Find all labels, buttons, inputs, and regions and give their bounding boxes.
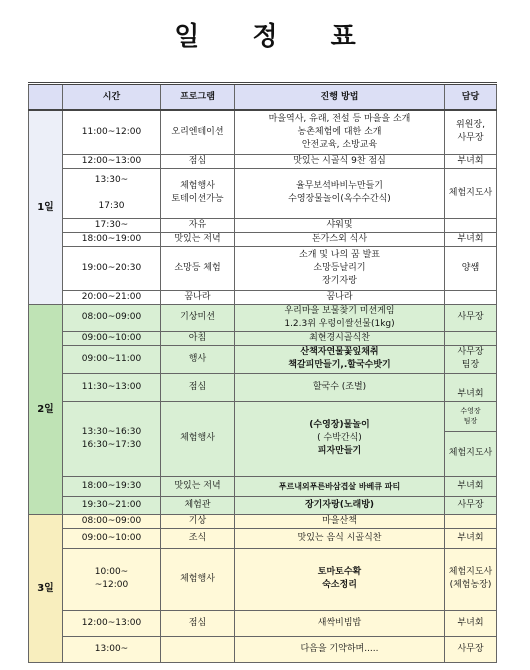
program-cell: 맛있는 저녁 (161, 476, 235, 496)
program-cell: 행사 (161, 345, 235, 373)
time-cell: 12:00~13:00 (63, 154, 161, 168)
time-cell: 10:00~ ~12:00 (63, 548, 161, 610)
program-cell: 맛있는 저녁 (161, 232, 235, 246)
staff-cell: 사무장 (445, 304, 497, 331)
method-cell (235, 401, 445, 476)
table-row (29, 345, 497, 373)
staff-cell: 부녀회 (445, 476, 497, 496)
time-cell: 19:30~21:00 (63, 496, 161, 514)
table-row (29, 401, 497, 431)
program-cell: 자유 (161, 218, 235, 232)
time-cell: 13:30~ 17:30 (63, 168, 161, 218)
method-line: 책갈피만들기,.할국수밧기 (288, 360, 391, 370)
method-line: 소망등날리기 (313, 262, 366, 273)
table-row (29, 246, 497, 290)
table-row (29, 476, 497, 496)
method-line: ( 수박간식) (317, 433, 362, 443)
staff-cell: 사무장 (445, 636, 497, 662)
staff-cell: 체험지도사 (체험농장) (445, 548, 497, 610)
program-cell: 체험행사 (161, 548, 235, 610)
method-cell: 맛있는 음식 시골식찬 (235, 528, 445, 548)
method-line: 1.2.3위 우렁이쌀선물(1kg) (284, 318, 395, 329)
table-row (29, 496, 497, 514)
method-line: 숙소정리 (322, 580, 357, 590)
header-row (29, 84, 497, 111)
staff-cell: 부녀회 (445, 528, 497, 548)
program-cell: 체험행사 토테이션가능 (161, 168, 235, 218)
method-cell: 다음을 기약하며..... (235, 636, 445, 662)
method-line: 농촌체험에 대한 소개 (297, 126, 382, 137)
program-cell: 기상미션 (161, 304, 235, 331)
method-line: 장기자랑 (322, 275, 357, 286)
method-cell: 돈가스외 식사 (235, 232, 445, 246)
header-time: 시간 (63, 84, 161, 111)
program-cell: 오리엔테이션 (161, 110, 235, 154)
schedule-table (28, 82, 497, 663)
method-line: 수영장물놀이(옥수수간식) (288, 194, 391, 204)
program-cell: 체험관 (161, 496, 235, 514)
time-cell: 20:00~21:00 (63, 290, 161, 304)
program-cell: 소망등 체험 (161, 246, 235, 290)
staff-cell: 수영장 팀장 (445, 401, 497, 431)
program-cell: 점심 (161, 154, 235, 168)
staff-cell (445, 514, 497, 528)
time-cell: 13:00~ (63, 636, 161, 662)
time-cell: 13:30~16:30 16:30~17:30 (63, 401, 161, 476)
program-cell: 아침 (161, 331, 235, 345)
method-cell (235, 246, 445, 290)
program-cell: 기상 (161, 514, 235, 528)
staff-cell: 부녀회 (445, 232, 497, 246)
time-cell: 09:00~10:00 (63, 528, 161, 548)
method-cell (235, 110, 445, 154)
method-line: 피자만들기 (317, 446, 362, 456)
time-cell: 09:00~10:00 (63, 331, 161, 345)
time-cell: 12:00~13:00 (63, 610, 161, 636)
program-cell: 점심 (161, 373, 235, 401)
table-row (29, 548, 497, 610)
staff-cell: 부녀회 (445, 373, 497, 401)
time-cell: 08:00~09:00 (63, 514, 161, 528)
method-cell: 할국수 (조별) (235, 373, 445, 401)
method-line: 소개 및 나의 꿈 발표 (299, 249, 380, 260)
program-cell: 조식 (161, 528, 235, 548)
program-cell: 체험행사 (161, 401, 235, 476)
method-cell (235, 548, 445, 610)
table-row (29, 373, 497, 401)
staff-cell: 양쌤 (445, 246, 497, 290)
program-cell (161, 636, 235, 662)
method-cell: 최현경시골식찬 (235, 331, 445, 345)
header-staff: 담당 (445, 84, 497, 111)
table-row (29, 110, 497, 154)
method-line: 우리마을 보물찾기 미션게임 (284, 305, 395, 316)
table-row (29, 528, 497, 548)
table-row (29, 218, 497, 232)
time-cell: 18:00~19:00 (63, 232, 161, 246)
time-cell: 19:00~20:30 (63, 246, 161, 290)
staff-cell: 체험지도사 (445, 168, 497, 218)
method-cell: 맛있는 시골식 9찬 점심 (235, 154, 445, 168)
method-cell (235, 304, 445, 331)
time-cell: 11:00~12:00 (63, 110, 161, 154)
method-cell: 마을산책 (235, 514, 445, 528)
staff-cell: 부녀회 (445, 610, 497, 636)
method-line: 율무보석바비누만들기 (296, 181, 383, 191)
staff-cell (445, 331, 497, 345)
header-day (29, 84, 63, 111)
method-cell (235, 345, 445, 373)
day-label: 1일 (29, 110, 63, 304)
header-method: 진행 방법 (235, 84, 445, 111)
table-row (29, 636, 497, 662)
staff-cell: 체험지도사 (445, 431, 497, 476)
method-cell: 푸르내외푸른바삼겹살 바베큐 파티 (235, 476, 445, 496)
program-cell: 꿈나라 (161, 290, 235, 304)
method-cell: 꿈나라 (235, 290, 445, 304)
method-line: 토마토수확 (317, 567, 362, 577)
method-line: (수영장)물놀이 (309, 420, 370, 430)
table-row (29, 304, 497, 331)
staff-cell (445, 218, 497, 232)
method-line: 안전교육, 소방교육 (301, 139, 378, 150)
time-cell: 17:30~ (63, 218, 161, 232)
staff-cell: 부녀회 (445, 154, 497, 168)
method-line: 산책자연물꽃잎채취 (300, 347, 379, 357)
day-label: 3일 (29, 514, 63, 662)
table-row (29, 290, 497, 304)
staff-cell: 사무장 (445, 496, 497, 514)
table-row (29, 232, 497, 246)
method-cell: 장기자랑(노래방) (235, 496, 445, 514)
method-cell (235, 168, 445, 218)
time-cell: 11:30~13:00 (63, 373, 161, 401)
table-row (29, 168, 497, 218)
day-label: 2일 (29, 304, 63, 514)
header-program: 프로그램 (161, 84, 235, 111)
staff-cell: 사무장 팀장 (445, 345, 497, 373)
page-title: 일 정 표 (174, 22, 378, 52)
method-line: 마을역사, 유래, 전설 등 마을을 소개 (268, 113, 411, 124)
table-row (29, 610, 497, 636)
time-cell: 09:00~11:00 (63, 345, 161, 373)
staff-cell: 위원장, 사무장 (445, 110, 497, 154)
program-cell: 점심 (161, 610, 235, 636)
method-cell: 샤워및 (235, 218, 445, 232)
table-row (29, 514, 497, 528)
time-cell: 18:00~19:30 (63, 476, 161, 496)
method-cell: 새싹비빔밥 (235, 610, 445, 636)
staff-cell (445, 290, 497, 304)
time-cell: 08:00~09:00 (63, 304, 161, 331)
table-row (29, 331, 497, 345)
table-row (29, 154, 497, 168)
